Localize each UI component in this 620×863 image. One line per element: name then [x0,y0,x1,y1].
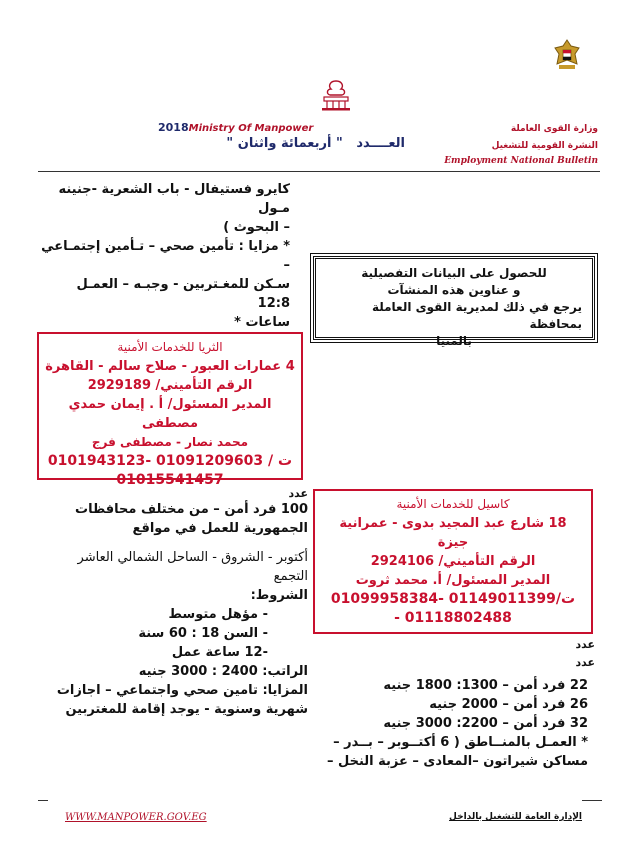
footer-divider-left [38,800,48,801]
condition-item: - مؤهل متوسط [168,607,268,622]
ad-line: الجمهورية للعمل في مواقع [132,521,308,536]
info-box [313,256,595,348]
company-phone: ت / 01091209603 -0101943123 [47,453,293,469]
count-label-2: عدد [575,656,595,669]
job-line: مساكن شيراتون –المعادى – عزبة النخل – [326,754,588,769]
issue-label: العــــدد [356,136,405,151]
issue-year: 2018 [158,121,189,134]
ad-locations: أكتوبر - الشروق - الساحل الشمالي العاشر [77,550,308,565]
company-address: 18 شارع عبد المجيد بدوى - عمرانية [339,516,567,531]
company-phone-2: 01118802488 - [394,610,512,626]
issue-number: " أربعمائة واثنان " [226,136,343,151]
info-line: و عناوين هذه المنشآت [387,283,521,297]
ad-caseel-jobs [313,676,588,771]
job-line: 26 فرد أمن – 2000 جنيه [429,697,588,712]
condition-item: - السن 18 : 60 سنة [138,626,268,641]
job-line: 32 فرد أمن – 2200: 3000 جنيه [383,716,588,731]
bulletin-name-en: Employment National Bulletin [444,156,598,166]
ministry-line [158,121,313,134]
company-address: 4 عمارات العبور - صلاح سالم - القاهرة [45,359,295,374]
ad-line: 100 فرد أمن – من مختلف محافظات [75,502,308,517]
job-line: * العمـل بالمنــاطق ( 6 أكتــوبر – بــدر – [333,735,588,750]
bulletin-name-ar: النشرة القومية للتشغيل [491,141,598,151]
company-insurance-no: الرقم التأميني/ 2929189 [87,378,253,393]
ad-line: – البحوث ) [223,220,290,235]
ad-line: * مزايا : تأمين صحي – تـأمين إجتمـاعي – [41,239,290,273]
company-box-thuraya [37,332,303,488]
ad-line: كايرو فستيفال - باب الشعرية -جنينه مـول [58,182,290,216]
company-title: كاسيل للخدمات الأمنية [396,497,510,511]
conditions-title: الشروط: [250,588,308,603]
egypt-eagle-emblem-icon [553,38,581,72]
company-address-cont: جيزة [437,535,469,550]
info-line: بالمنيا [436,334,472,348]
condition-item: -12 ساعة عمل [171,645,268,660]
benefits-line: المزايا: تامين صحي واجتماعي – اجازات [56,683,308,698]
company-phone: ت/01149011399 -01099958384 [330,591,576,607]
ad-line: ساعات * [234,315,290,330]
ministry-name-ar: وزارة القوى العاملة [510,124,598,134]
ministry-name-en: Ministry Of Manpower [188,123,314,134]
issue-line [175,136,405,151]
footer-department: الإدارة العامة للتشغيل بالداخل [449,812,582,822]
benefits-line: شهرية وسنوية - يوجد إقامة للمغتربين [65,702,308,717]
company-insurance-no: الرقم التأميني/ 2924106 [370,554,536,569]
info-line: يرجع في ذلك لمديرية القوى العاملة بمحافظة [371,300,582,331]
salary-line: الراتب: 2400 : 3000 جنيه [138,664,308,679]
ad-locations-cont: التجمع [273,569,308,584]
footer-website-link[interactable]: WWW.MANPOWER.GOV.EG [65,812,207,823]
spacer [40,538,308,548]
footer-divider-right [582,800,602,801]
count-label: عدد [575,638,595,651]
company-phone-2: 01015541457 [116,472,224,488]
count-label: عدد [288,487,308,500]
company-manager-cont: محمد نصار - مصطفى فرج [91,435,249,449]
ad-cairo-festival [40,180,290,332]
company-manager: المدير المسئول/ أ. محمد ثروت [355,573,551,588]
ad-line: سـكن للمغـتربين - وجبـه – العمـل 12:8 [76,277,290,311]
manpower-logo-icon [318,78,354,112]
info-line: للحصول على البيانات التفصيلية [361,266,547,280]
company-box-caseel [313,489,593,634]
ad-security-100 [40,500,308,719]
company-title: الثريا للخدمات الأمنية [117,340,223,354]
job-line: 22 فرد أمن – 1300: 1800 جنيه [383,678,588,693]
company-manager: المدير المسئول/ أ . إيمان حمدي مصطفى [68,397,272,431]
header-divider [38,171,600,172]
